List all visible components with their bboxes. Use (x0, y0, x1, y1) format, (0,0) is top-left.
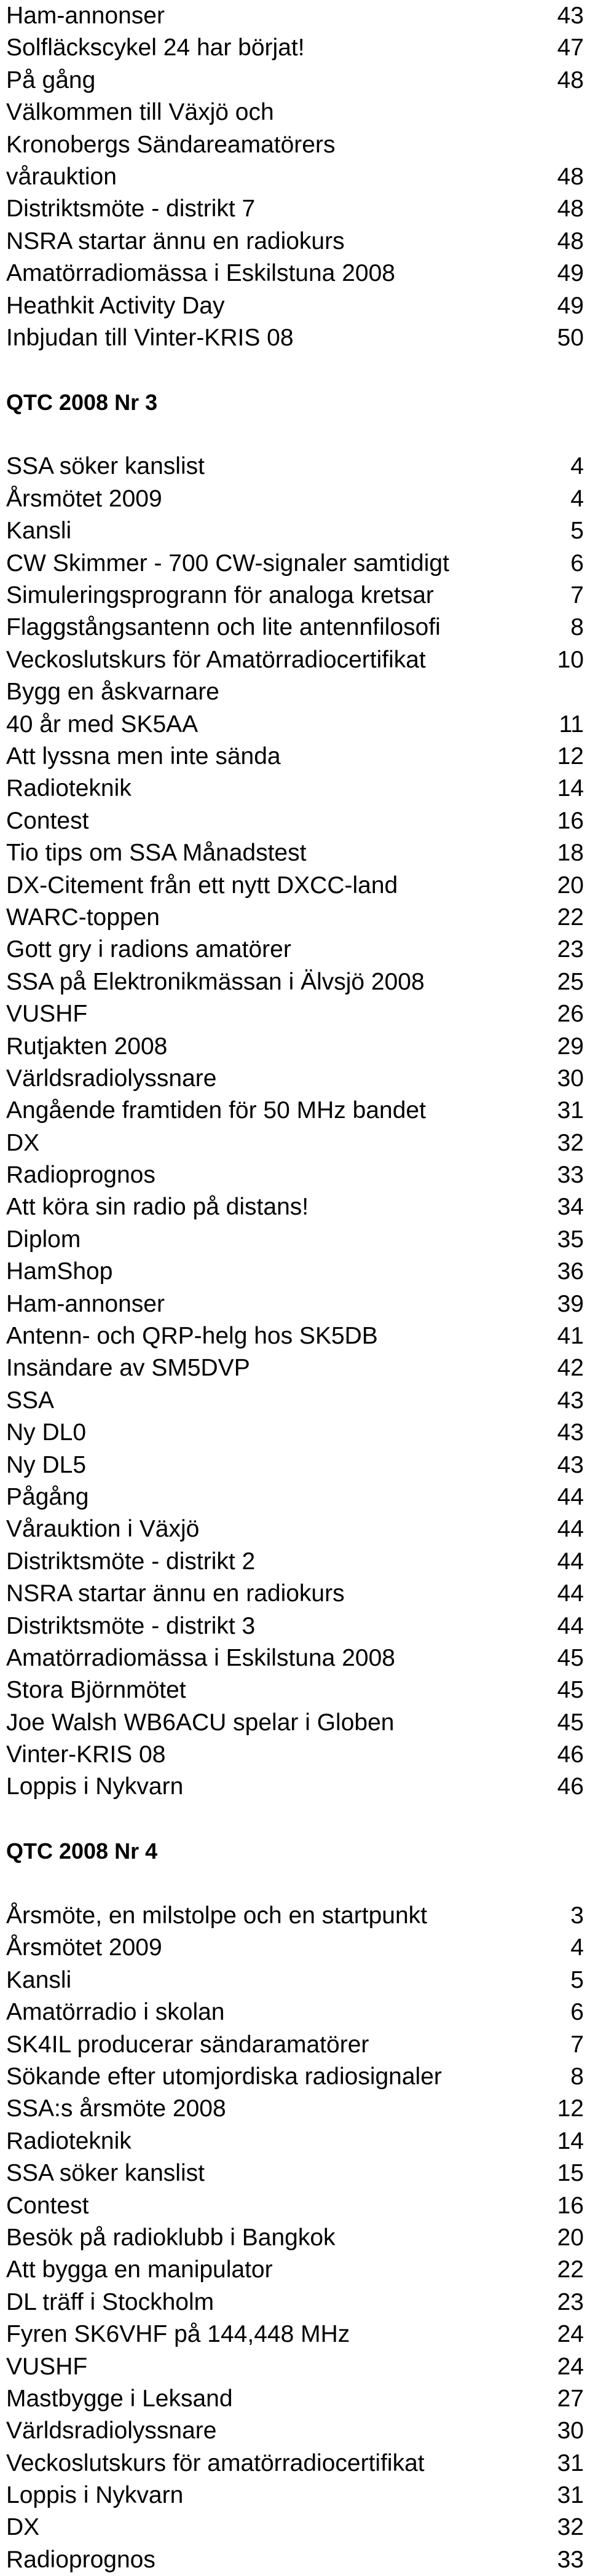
toc-entry (6, 2029, 584, 2061)
toc-entry-title: Gott gry i radions amatörer (6, 936, 291, 963)
toc-entry-page: 44 (557, 1483, 584, 1510)
toc-entry (6, 1127, 584, 1159)
toc-entry-page: 49 (557, 260, 584, 287)
toc-entry-title: Inbjudan till Vinter-KRIS 08 (6, 324, 294, 351)
toc-entry-page: 29 (557, 1033, 584, 1060)
toc-entry-page: 43 (557, 1451, 584, 1478)
section-heading: QTC 2008 Nr 3 (6, 389, 158, 415)
toc-entry-title: Radioprognos (6, 1162, 155, 1189)
toc-entry-title: 40 år med SK5AA (6, 711, 199, 738)
toc-entry-page: 32 (557, 2514, 584, 2541)
toc-entry (6, 290, 584, 322)
toc-entry-title: Radioprognos (6, 2546, 155, 2573)
toc-entry-page: 4 (570, 485, 584, 512)
toc-entry-title: Vinter-KRIS 08 (6, 1741, 166, 1768)
toc-entry-title: Årsmöte, en milstolpe och en startpunkt (6, 1902, 427, 1929)
toc-entry (6, 97, 584, 128)
toc-entry-page: 16 (557, 807, 584, 834)
toc-entry (6, 2286, 584, 2318)
toc-entry-title: Simuleringsprogrann för analoga kretsar (6, 582, 434, 609)
toc-entry (6, 2544, 584, 2576)
toc-entry-page: 35 (557, 1226, 584, 1253)
toc-entry (6, 1031, 584, 1063)
toc-entry (6, 1964, 584, 1996)
toc-entry-title: Rutjakten 2008 (6, 1033, 168, 1060)
toc-entry-title: Kansli (6, 1966, 72, 1993)
toc-entry (6, 676, 584, 708)
toc-entry-page: 44 (557, 1580, 584, 1607)
toc-entry-title: vårauktion (6, 163, 117, 190)
toc-entry-page: 50 (557, 324, 584, 351)
toc-entry-title: Årsmötet 2009 (6, 485, 162, 512)
toc-entry-title: Ham-annonser (6, 1290, 165, 1317)
toc-entry-title: Vårauktion i Växjö (6, 1516, 200, 1543)
toc-entry (6, 1063, 584, 1095)
toc-entry (6, 1771, 584, 1803)
toc-entry (6, 2479, 584, 2511)
toc-entry-title: Radioteknik (6, 775, 132, 802)
toc-entry (6, 2093, 584, 2125)
toc-entry (6, 1674, 584, 1706)
toc-entry-title: Insändare av SM5DVP (6, 1355, 250, 1382)
toc-entry-page: 44 (557, 1516, 584, 1543)
toc-entry-page: 32 (557, 1129, 584, 1156)
toc-entry-title: DX-Citement från ett nytt DXCC-land (6, 872, 398, 899)
toc-entry (6, 32, 584, 64)
toc-entry-page: 20 (557, 872, 584, 899)
toc-entry-title: Mastbygge i Leksand (6, 2385, 233, 2412)
toc-entry-title: Veckoslutskurs för Amatörradiocertifikat (6, 646, 426, 673)
toc-entry (6, 161, 584, 193)
toc-entry (6, 902, 584, 934)
toc-entry (6, 612, 584, 644)
toc-entry (6, 966, 584, 998)
toc-entry (6, 2351, 584, 2383)
toc-entry-page: 48 (557, 195, 584, 223)
toc-entry-page: 12 (557, 742, 584, 770)
toc-entry-title: Tio tips om SSA Månadstest (6, 840, 307, 867)
toc-entry (6, 1095, 584, 1127)
toc-entry-page: 7 (570, 582, 584, 609)
toc-entry-title: På gång (6, 66, 96, 93)
toc-entry-title: Världsradiolyssnare (6, 2417, 217, 2444)
toc-entry-title: Flaggstångsantenn och lite antennfilosofi (6, 614, 441, 641)
toc-entry (6, 2190, 584, 2222)
toc-entry (6, 998, 584, 1030)
toc-entry (6, 2125, 584, 2157)
section-spacer (6, 354, 584, 386)
toc-entry-page: 14 (557, 775, 584, 802)
toc-entry-page: 42 (557, 1355, 584, 1382)
toc-entry-page: 48 (557, 227, 584, 254)
toc-entry-title: Besök på radioklubb i Bangkok (6, 2224, 336, 2251)
toc-entry-title: CW Skimmer - 700 CW-signaler samtidigt (6, 549, 449, 577)
toc-entry-title: Att lyssna men inte sända (6, 742, 281, 770)
toc-entry-title: Distriktsmöte - distrikt 3 (6, 1612, 256, 1639)
toc-entry-page: 4 (570, 453, 584, 480)
toc-entry-title: Ham-annonser (6, 2, 165, 29)
toc-entry (6, 451, 584, 483)
toc-entry-page: 5 (570, 1966, 584, 1993)
toc-entry (6, 1513, 584, 1545)
toc-entry-page: 8 (570, 614, 584, 641)
toc-entry-page: 36 (557, 1258, 584, 1285)
toc-entry (6, 1546, 584, 1578)
toc-entry (6, 1385, 584, 1417)
toc-entry-page: 31 (557, 1097, 584, 1124)
toc-entry-title: NSRA startar ännu en radiokurs (6, 1580, 345, 1607)
toc-entry-page: 45 (557, 1709, 584, 1736)
toc-entry (6, 2157, 584, 2189)
toc-entry-page: 48 (557, 163, 584, 190)
toc-entry-title: Distriktsmöte - distrikt 2 (6, 1548, 256, 1575)
toc-entry (6, 1320, 584, 1352)
toc-entry-title: SSA söker kanslist (6, 2160, 205, 2187)
toc-entry-page: 47 (557, 34, 584, 61)
toc-entry-title: Ny DL0 (6, 1419, 87, 1446)
toc-entry (6, 805, 584, 837)
toc-entry (6, 193, 584, 225)
toc-entry-page: 33 (557, 1162, 584, 1189)
toc-entry-title: Bygg en åskvarnare (6, 679, 219, 706)
toc-entry-page: 18 (557, 840, 584, 867)
toc-entry-title: Amatörradiomässa i Eskilstuna 2008 (6, 1644, 395, 1671)
toc-entry-title: Välkommen till Växjö och (6, 99, 274, 126)
toc-entry-page: 20 (557, 2224, 584, 2251)
toc-entry-page: 30 (557, 1065, 584, 1092)
toc-entry-title: HamShop (6, 1258, 113, 1285)
toc-entry (6, 2415, 584, 2447)
toc-entry-page: 12 (557, 2095, 584, 2122)
toc-entry (6, 2222, 584, 2254)
section-spacer (6, 1868, 584, 1900)
toc-entry-title: Veckoslutskurs för amatörradiocertifikat (6, 2449, 425, 2476)
toc-entry-title: Contest (6, 2192, 89, 2219)
toc-entry (6, 1610, 584, 1642)
toc-entry (6, 1159, 584, 1191)
toc-entry-page: 6 (570, 1999, 584, 2026)
toc-entry-page: 3 (570, 1902, 584, 1929)
toc-entry-title: NSRA startar ännu en radiokurs (6, 227, 345, 254)
toc-entry (6, 1932, 584, 1964)
toc-entry-page: 49 (557, 292, 584, 319)
toc-entry (6, 934, 584, 966)
toc-entry-title: SSA:s årsmöte 2008 (6, 2095, 226, 2122)
toc-entry-page: 31 (557, 2482, 584, 2509)
toc-entry-page: 43 (557, 1387, 584, 1414)
toc-entry (6, 515, 584, 547)
toc-entry (6, 1578, 584, 1610)
toc-entry (6, 258, 584, 290)
toc-entry-page: 39 (557, 1290, 584, 1317)
toc-entry (6, 870, 584, 902)
toc-entry-page: 4 (570, 1934, 584, 1961)
toc-entry-title: Contest (6, 807, 89, 834)
toc-entry (6, 741, 584, 773)
toc-entry-title: Kronobergs Sändareamatörers (6, 131, 336, 158)
toc-entry-title: Ny DL5 (6, 1451, 87, 1478)
toc-entry-page: 45 (557, 1677, 584, 1704)
toc-entry-page: 45 (557, 1644, 584, 1671)
toc-entry-page: 23 (557, 936, 584, 963)
toc-entry-page: 46 (557, 1773, 584, 1800)
toc-entry (6, 2254, 584, 2286)
toc-entry (6, 1707, 584, 1739)
toc-entry (6, 1288, 584, 1320)
section-spacer (6, 419, 584, 451)
toc-entry (6, 1481, 584, 1513)
toc-entry-page: 26 (557, 1001, 584, 1028)
toc-entry-title: VUSHF (6, 2353, 88, 2380)
toc-entry-page: 7 (570, 2031, 584, 2058)
toc-entry (6, 1256, 584, 1288)
toc-entry-page: 27 (557, 2385, 584, 2412)
toc-entry-page: 34 (557, 1194, 584, 1221)
toc-entry (6, 1900, 584, 1932)
toc-entry (6, 483, 584, 515)
toc-entry-page: 44 (557, 1548, 584, 1575)
toc-entry-page: 24 (557, 2321, 584, 2348)
toc-entry-title: Loppis i Nykvarn (6, 1773, 184, 1800)
toc-entry-title: DX (6, 1129, 40, 1156)
toc-entry (6, 548, 584, 580)
toc-entry (6, 1739, 584, 1771)
toc-entry (6, 65, 584, 97)
toc-entry-page: 31 (557, 2449, 584, 2476)
toc-entry-title: Diplom (6, 1226, 81, 1253)
toc-entry-title: Amatörradio i skolan (6, 1999, 225, 2026)
toc-entry-title: Sökande efter utomjordiska radiosignaler (6, 2063, 442, 2090)
toc-entry (6, 773, 584, 805)
toc-entry (6, 1191, 584, 1223)
toc-entry-title: VUSHF (6, 1001, 88, 1028)
toc-entry (6, 2383, 584, 2415)
toc-entry-title: Antenn- och QRP-helg hos SK5DB (6, 1323, 378, 1350)
toc-entry-page: 14 (557, 2127, 584, 2154)
toc-entry-page: 22 (557, 2256, 584, 2283)
toc-entry-title: Solfläckscykel 24 har börjat! (6, 34, 305, 61)
toc-entry-title: SSA söker kanslist (6, 453, 205, 480)
toc-entry-title: Fyren SK6VHF på 144,448 MHz (6, 2321, 350, 2348)
toc-entry-page: 8 (570, 2063, 584, 2090)
toc-entry-title: Joe Walsh WB6ACU spelar i Globen (6, 1709, 395, 1736)
toc-entry-title: Distriktsmöte - distrikt 7 (6, 195, 256, 223)
toc-entry-title: Loppis i Nykvarn (6, 2482, 184, 2509)
section-heading: QTC 2008 Nr 4 (6, 1838, 158, 1864)
toc-entry-title: Kansli (6, 518, 72, 545)
toc-entry-page: 48 (557, 66, 584, 93)
toc-entry-page: 22 (557, 904, 584, 931)
toc-entry-title: Stora Björnmötet (6, 1677, 186, 1704)
toc-entry-title: Att bygga en manipulator (6, 2256, 273, 2283)
toc-entry-title: DX (6, 2514, 40, 2541)
toc-entry (6, 1417, 584, 1449)
toc-entry-page: 43 (557, 2, 584, 29)
toc-entry-page: 11 (559, 711, 584, 738)
toc-entry (6, 1996, 584, 2028)
toc-entry-title: Världsradiolyssnare (6, 1065, 217, 1092)
toc-entry-page: 43 (557, 1419, 584, 1446)
toc-entry (6, 580, 584, 612)
toc-entry (6, 1352, 584, 1384)
toc-entry-title: Amatörradiomässa i Eskilstuna 2008 (6, 260, 395, 287)
toc-entry-title: Angående framtiden för 50 MHz bandet (6, 1097, 426, 1124)
toc-entry-page: 33 (557, 2546, 584, 2573)
toc-entry (6, 644, 584, 676)
toc-entry (6, 2318, 584, 2350)
toc-entry-title: SSA på Elektronikmässan i Älvsjö 2008 (6, 968, 425, 995)
toc-entry-title: DL träff i Stockholm (6, 2288, 214, 2315)
toc-entry-title: Årsmötet 2009 (6, 1934, 162, 1961)
toc-entry-page: 44 (557, 1612, 584, 1639)
toc-entry (6, 226, 584, 258)
table-of-contents (6, 0, 584, 2576)
toc-entry-title: SK4IL producerar sändaramatörer (6, 2031, 369, 2058)
section-spacer (6, 1803, 584, 1835)
toc-entry (6, 129, 584, 161)
toc-entry-page: 23 (557, 2288, 584, 2315)
toc-entry-title: Pågång (6, 1483, 89, 1510)
toc-entry-title: Att köra sin radio på distans! (6, 1194, 309, 1221)
toc-entry-page: 16 (557, 2192, 584, 2219)
toc-entry-page: 46 (557, 1741, 584, 1768)
toc-entry-page: 5 (570, 518, 584, 545)
toc-entry-title: Radioteknik (6, 2127, 132, 2154)
toc-entry-page: 10 (557, 646, 584, 673)
toc-entry (6, 1642, 584, 1674)
toc-entry (6, 1224, 584, 1256)
toc-entry (6, 1449, 584, 1481)
toc-entry (6, 837, 584, 869)
toc-entry-title: SSA (6, 1387, 55, 1414)
toc-entry (6, 322, 584, 354)
toc-entry-page: 24 (557, 2353, 584, 2380)
toc-entry (6, 2061, 584, 2093)
toc-entry-page: 15 (557, 2160, 584, 2187)
toc-entry (6, 2448, 584, 2479)
toc-entry-page: 25 (557, 968, 584, 995)
toc-entry-title: Heathkit Activity Day (6, 292, 225, 319)
toc-entry (6, 2511, 584, 2543)
toc-entry (6, 0, 584, 32)
toc-entry-page: 30 (557, 2417, 584, 2444)
toc-entry (6, 709, 584, 741)
toc-entry-title: WARC-toppen (6, 904, 160, 931)
toc-entry-page: 6 (570, 549, 584, 577)
toc-entry-page: 41 (557, 1323, 584, 1350)
